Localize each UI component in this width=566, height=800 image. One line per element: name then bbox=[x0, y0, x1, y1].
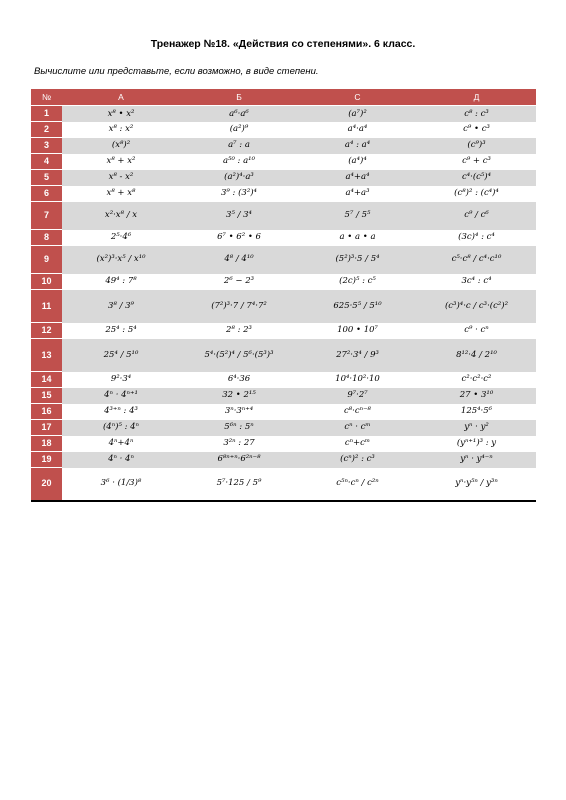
exercise-cell-c: c⁵ⁿ·cⁿ / c²ⁿ bbox=[298, 468, 417, 501]
exercise-cell-a: x⁸ + x⁸ bbox=[62, 186, 180, 202]
table-row bbox=[31, 388, 536, 404]
exercise-cell-d: c⁹ · cⁿ bbox=[417, 323, 536, 339]
exercise-cell-d: c⁹ / c⁶ bbox=[417, 202, 536, 230]
row-number: 9 bbox=[31, 246, 62, 274]
exercise-cell-a: x⁸ + x² bbox=[62, 154, 180, 170]
exercise-cell-b: 3⁵ / 3⁴ bbox=[180, 202, 298, 230]
exercise-cell-a: x⁸ - x² bbox=[62, 170, 180, 186]
row-number: 7 bbox=[31, 202, 62, 230]
table-row bbox=[31, 154, 536, 170]
row-number: 19 bbox=[31, 452, 62, 468]
row-number: 3 bbox=[31, 138, 62, 154]
exercise-cell-c: 100 • 10⁷ bbox=[298, 323, 417, 339]
exercise-cell-c: a • a • a bbox=[298, 230, 417, 246]
exercise-cell-c: (a⁷)² bbox=[298, 106, 417, 122]
row-number: 4 bbox=[31, 154, 62, 170]
header-col-a: А bbox=[62, 89, 180, 106]
row-number: 11 bbox=[31, 290, 62, 323]
exercise-cell-a: 4ⁿ · 4ⁿ bbox=[62, 452, 180, 468]
exercise-cell-d: yⁿ · y⁴⁻ⁿ bbox=[417, 452, 536, 468]
exercise-cell-c: a⁴ : a⁴ bbox=[298, 138, 417, 154]
exercise-cell-a: (x⁸)² bbox=[62, 138, 180, 154]
table-body bbox=[31, 106, 536, 501]
exercise-cell-a: 2⁵·4⁶ bbox=[62, 230, 180, 246]
exercise-cell-b: 5⁶ⁿ : 5ⁿ bbox=[180, 420, 298, 436]
exercise-cell-d: 3c⁴ : c⁴ bbox=[417, 274, 536, 290]
exercise-cell-c: (5²)³·5 / 5⁴ bbox=[298, 246, 417, 274]
table-row bbox=[31, 170, 536, 186]
row-number: 8 bbox=[31, 230, 62, 246]
exercise-cell-a: (x²)³·x⁵ / x¹⁰ bbox=[62, 246, 180, 274]
exercise-cell-b: 5⁴·(5²)⁴ / 5⁶·(5³)³ bbox=[180, 339, 298, 372]
exercise-cell-c: cⁿ+cᵐ bbox=[298, 436, 417, 452]
row-number: 13 bbox=[31, 339, 62, 372]
exercise-cell-a: 49⁴ : 7⁸ bbox=[62, 274, 180, 290]
exercise-cell-d: (c³)⁴·c / c³·(c²)² bbox=[417, 290, 536, 323]
exercise-cell-b: 3⁹ : (3²)⁴ bbox=[180, 186, 298, 202]
exercise-cell-d: c⁹ • c³ bbox=[417, 122, 536, 138]
exercise-cell-b: a⁵⁰ : a¹⁰ bbox=[180, 154, 298, 170]
exercise-cell-b: 3²ⁿ : 27 bbox=[180, 436, 298, 452]
exercise-cell-a: 9²·3⁴ bbox=[62, 372, 180, 388]
exercise-cell-b: 2⁸ : 2³ bbox=[180, 323, 298, 339]
exercise-cell-b: a⁶·a⁶ bbox=[180, 106, 298, 122]
exercise-cell-d: (yⁿ⁺¹)³ : y bbox=[417, 436, 536, 452]
table-row bbox=[31, 420, 536, 436]
exercise-cell-d: 27 • 3¹⁰ bbox=[417, 388, 536, 404]
row-number: 6 bbox=[31, 186, 62, 202]
table-row bbox=[31, 436, 536, 452]
exercise-cell-b: a⁷ : a bbox=[180, 138, 298, 154]
row-number: 16 bbox=[31, 404, 62, 420]
exercise-cell-c: cⁿ · cᵐ bbox=[298, 420, 417, 436]
instruction-text: Вычислите или представьте, если возможно, в виде степени. bbox=[34, 66, 319, 77]
exercise-cell-c: a⁴+a⁴ bbox=[298, 170, 417, 186]
exercise-cell-d: 8¹²·4 / 2¹⁰ bbox=[417, 339, 536, 372]
table-row bbox=[31, 290, 536, 323]
exercise-cell-a: 25⁴ / 5¹⁰ bbox=[62, 339, 180, 372]
exercise-cell-d: c⁸ : c³ bbox=[417, 106, 536, 122]
exercise-cell-c: 9⁷·2⁷ bbox=[298, 388, 417, 404]
exercise-cell-c: 27²·3⁴ / 9³ bbox=[298, 339, 417, 372]
exercise-cell-b: 4⁸ / 4¹⁰ bbox=[180, 246, 298, 274]
table-row bbox=[31, 339, 536, 372]
exercise-cell-b: 6⁷ • 6² • 6 bbox=[180, 230, 298, 246]
exercise-cell-c: a⁴·a⁴ bbox=[298, 122, 417, 138]
exercise-cell-a: 3⁸ / 3⁹ bbox=[62, 290, 180, 323]
row-number: 2 bbox=[31, 122, 62, 138]
exercise-cell-d: c⁴·(c⁵)⁴ bbox=[417, 170, 536, 186]
row-number: 5 bbox=[31, 170, 62, 186]
exercise-cell-a: 25⁴ : 5⁴ bbox=[62, 323, 180, 339]
table-row bbox=[31, 323, 536, 339]
exercise-cell-d: (3c)⁴ : c⁴ bbox=[417, 230, 536, 246]
table-row bbox=[31, 404, 536, 420]
exercise-cell-a: x²·x⁸ / x bbox=[62, 202, 180, 230]
table-row bbox=[31, 246, 536, 274]
exercise-cell-c: (cⁿ)² : c³ bbox=[298, 452, 417, 468]
row-number: 10 bbox=[31, 274, 62, 290]
exercise-cell-a: 4ⁿ · 4ⁿ⁺¹ bbox=[62, 388, 180, 404]
exercise-cell-c: a⁴+a³ bbox=[298, 186, 417, 202]
exercise-cell-d: (c⁹)³ bbox=[417, 138, 536, 154]
row-number: 20 bbox=[31, 468, 62, 501]
exercise-cell-b: 32 • 2¹⁵ bbox=[180, 388, 298, 404]
exercise-cell-b: 2⁶ − 2³ bbox=[180, 274, 298, 290]
table-row bbox=[31, 372, 536, 388]
header-col-c: С bbox=[298, 89, 417, 106]
exercise-cell-b: (7²)³·7 / 7⁴·7² bbox=[180, 290, 298, 323]
exercise-cell-d: (c⁸)² : (c⁴)⁴ bbox=[417, 186, 536, 202]
exercise-cell-c: (a⁴)⁴ bbox=[298, 154, 417, 170]
row-number: 15 bbox=[31, 388, 62, 404]
exercise-cell-a: x⁸ : x² bbox=[62, 122, 180, 138]
table-row bbox=[31, 186, 536, 202]
exercise-cell-c: c⁸·cⁿ⁻⁸ bbox=[298, 404, 417, 420]
exercise-cell-d: yⁿ·y⁵ⁿ / y³ⁿ bbox=[417, 468, 536, 501]
exercise-cell-d: c⁵·c⁸ / c⁴·c¹⁰ bbox=[417, 246, 536, 274]
row-number: 17 bbox=[31, 420, 62, 436]
exercise-cell-d: c²·c²·c² bbox=[417, 372, 536, 388]
exercise-cell-b: 5⁷·125 / 5⁹ bbox=[180, 468, 298, 501]
table-row bbox=[31, 274, 536, 290]
header-col-b: Б bbox=[180, 89, 298, 106]
table-row bbox=[31, 122, 536, 138]
exercise-table bbox=[31, 89, 536, 502]
table-row bbox=[31, 230, 536, 246]
exercise-cell-b: (a²)⁴·a³ bbox=[180, 170, 298, 186]
exercise-cell-b: 6⁸ⁿ⁺ⁿ·6²ⁿ⁻⁸ bbox=[180, 452, 298, 468]
exercise-cell-a: 4ⁿ+4ⁿ bbox=[62, 436, 180, 452]
table-row bbox=[31, 202, 536, 230]
page-title: Тренажер №18. «Действия со степенями». 6 класс. bbox=[150, 38, 416, 50]
row-number: 14 bbox=[31, 372, 62, 388]
header-number: № bbox=[31, 89, 62, 106]
exercise-cell-b: (a²)⁹ bbox=[180, 122, 298, 138]
table-row bbox=[31, 452, 536, 468]
table-row bbox=[31, 468, 536, 501]
row-number: 12 bbox=[31, 323, 62, 339]
exercise-cell-c: 5⁷ / 5⁵ bbox=[298, 202, 417, 230]
exercise-cell-a: (4ⁿ)⁵ : 4ⁿ bbox=[62, 420, 180, 436]
table-row bbox=[31, 106, 536, 122]
exercise-cell-d: 125⁴·5⁶ bbox=[417, 404, 536, 420]
table-header-row bbox=[31, 89, 536, 106]
header-col-d: Д bbox=[417, 89, 536, 106]
exercise-cell-d: c⁹ + c³ bbox=[417, 154, 536, 170]
row-number: 1 bbox=[31, 106, 62, 122]
exercise-cell-a: 3⁶ · (1/3)⁸ bbox=[62, 468, 180, 501]
exercise-cell-a: 4³⁺ⁿ : 4³ bbox=[62, 404, 180, 420]
exercise-cell-a: x⁸ • x² bbox=[62, 106, 180, 122]
row-number: 18 bbox=[31, 436, 62, 452]
exercise-cell-c: (2c)⁵ : c⁵ bbox=[298, 274, 417, 290]
exercise-cell-c: 10⁴·10²·10 bbox=[298, 372, 417, 388]
exercise-cell-b: 3ⁿ·3ⁿ⁺⁴ bbox=[180, 404, 298, 420]
exercise-cell-c: 625·5⁵ / 5¹⁰ bbox=[298, 290, 417, 323]
exercise-cell-d: yⁿ · y² bbox=[417, 420, 536, 436]
exercise-cell-b: 6⁴·36 bbox=[180, 372, 298, 388]
table-row bbox=[31, 138, 536, 154]
